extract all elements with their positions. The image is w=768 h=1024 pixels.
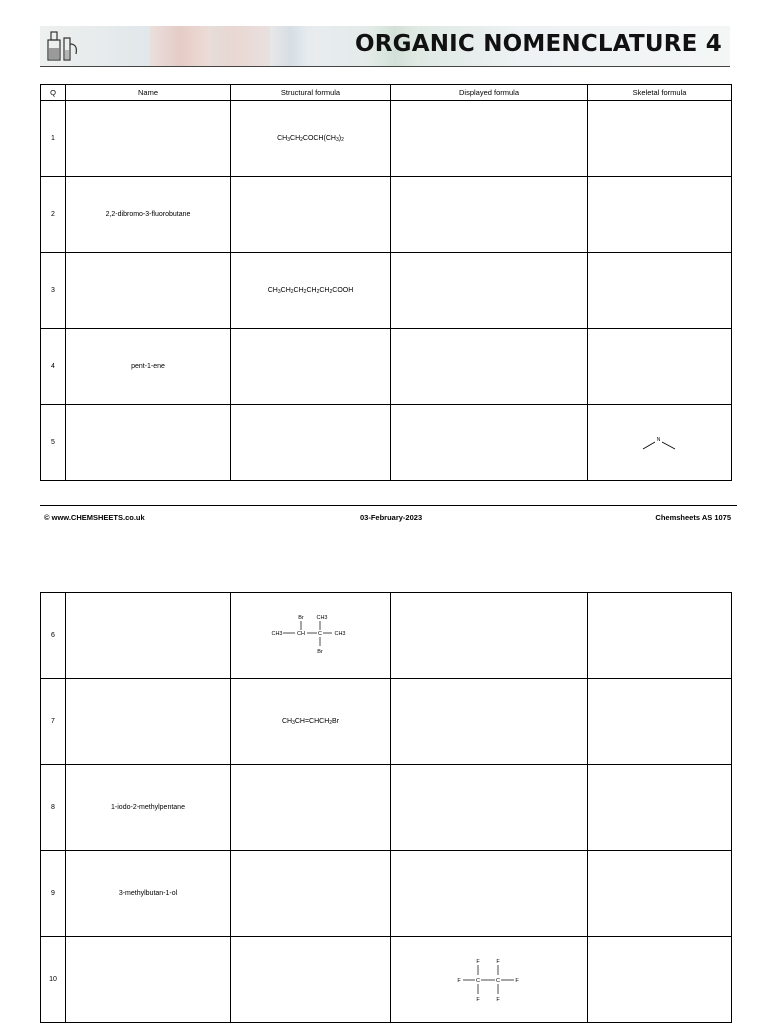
question-number: 7: [41, 679, 66, 765]
footer-date: 03-February-2023: [360, 513, 423, 522]
structural-formula: $CH_3CH=CHCH_2Br$: [281, 717, 340, 726]
skeletal-formula-cell: [588, 937, 732, 1023]
skeletal-formula-amine: [640, 435, 680, 451]
table-row: [41, 851, 732, 937]
column-header-skeletal: Skeletal formula: [588, 85, 732, 101]
table-row: [41, 679, 732, 765]
skeletal-formula-cell: [588, 177, 732, 253]
displayed-formula-cell: [391, 679, 588, 765]
skeletal-formula-cell: [588, 679, 732, 765]
name-cell: [66, 101, 231, 177]
structural-formula-cell: [231, 765, 391, 851]
page-title: ORGANIC NOMENCLATURE 4: [354, 31, 722, 57]
displayed-formula-cell: [391, 177, 588, 253]
atom-label: F: [496, 958, 500, 965]
skeletal-atom-label: N: [656, 436, 660, 443]
displayed-formula-cell: [391, 405, 588, 481]
table-row: [41, 405, 732, 481]
table-row: [41, 101, 732, 177]
atom-label: C: [496, 977, 500, 984]
structural-formula-cell: [231, 177, 391, 253]
name-cell: [66, 593, 231, 679]
question-number: 3: [41, 253, 66, 329]
atom-label: F: [476, 996, 480, 1003]
atom-label: CH3: [333, 630, 346, 637]
atom-label: Br: [297, 614, 304, 621]
nomenclature-table-part-2: [40, 592, 732, 1023]
banner-glass-decoration: [150, 26, 210, 66]
skeletal-formula-cell: [588, 765, 732, 851]
structural-formula-cell: [231, 851, 391, 937]
skeletal-formula-cell: [588, 405, 732, 481]
name-cell: 1-iodo-2-methylpentane: [66, 765, 231, 851]
name-cell: [66, 679, 231, 765]
name-cell: [66, 405, 231, 481]
header-rule: [40, 66, 730, 67]
column-header-displayed: Displayed formula: [391, 85, 588, 101]
name-cell: [66, 937, 231, 1023]
skeletal-formula-cell: [588, 253, 732, 329]
structural-formula-cell: [231, 405, 391, 481]
table-row: [41, 177, 732, 253]
skeletal-formula-cell: [588, 329, 732, 405]
atom-label: CH3: [270, 630, 283, 637]
displayed-formula-cell: [391, 937, 588, 1023]
table-row: [41, 765, 732, 851]
lab-glassware-icon: [46, 30, 80, 62]
displayed-formula-cell: [391, 329, 588, 405]
displayed-formula-cell: [391, 593, 588, 679]
footer-copyright: © www.CHEMSHEETS.co.uk: [44, 513, 145, 522]
question-number: 8: [41, 765, 66, 851]
displayed-formula-cell: [391, 253, 588, 329]
skeletal-formula-cell: [588, 101, 732, 177]
question-number: 9: [41, 851, 66, 937]
question-number: 6: [41, 593, 66, 679]
nomenclature-table-part-1: [40, 84, 732, 481]
footer-reference: Chemsheets AS 1075: [655, 513, 731, 522]
question-number: 10: [41, 937, 66, 1023]
table-header-row: [41, 85, 732, 101]
name-cell: [66, 253, 231, 329]
atom-label: CH: [296, 630, 305, 637]
structural-formula-diagram: [266, 613, 356, 659]
structural-formula-cell: [231, 937, 391, 1023]
name-cell: 3-methylbutan-1-ol: [66, 851, 231, 937]
atom-label: F: [496, 996, 500, 1003]
structural-formula: $CH_3CH_2CH_2CH_2CH_2COOH$: [267, 286, 354, 295]
atom-label: C: [476, 977, 480, 984]
atom-label: F: [476, 958, 480, 965]
displayed-formula-diagram: [454, 956, 524, 1004]
structural-formula-cell: [231, 679, 391, 765]
name-cell: 2,2-dibromo-3-fluorobutane: [66, 177, 231, 253]
atom-label: F: [457, 977, 461, 984]
atom-label: Br: [316, 648, 323, 655]
skeletal-formula-cell: [588, 851, 732, 937]
question-number: 1: [41, 101, 66, 177]
displayed-formula-cell: [391, 851, 588, 937]
atom-label: F: [515, 977, 519, 984]
column-header-q: Q: [41, 85, 66, 101]
question-number: 2: [41, 177, 66, 253]
question-number: 4: [41, 329, 66, 405]
atom-label: C: [317, 630, 322, 637]
column-header-name: Name: [66, 85, 231, 101]
footer-rule: [40, 505, 737, 506]
structural-formula-cell: [231, 593, 391, 679]
header-banner: [40, 26, 730, 66]
table-row: [41, 253, 732, 329]
atom-label: CH3: [315, 614, 328, 621]
banner-glass-decoration: [270, 26, 310, 66]
displayed-formula-cell: [391, 765, 588, 851]
structural-formula-cell: [231, 329, 391, 405]
question-number: 5: [41, 405, 66, 481]
name-cell: pent-1-ene: [66, 329, 231, 405]
table-row: [41, 593, 732, 679]
displayed-formula-cell: [391, 101, 588, 177]
structural-formula: $CH_3CH_2COCH(CH_3)_2$: [277, 134, 344, 143]
skeletal-formula-cell: [588, 593, 732, 679]
structural-formula-cell: [231, 101, 391, 177]
table-row: [41, 329, 732, 405]
table-row: [41, 937, 732, 1023]
structural-formula-cell: [231, 253, 391, 329]
column-header-structural: Structural formula: [231, 85, 391, 101]
